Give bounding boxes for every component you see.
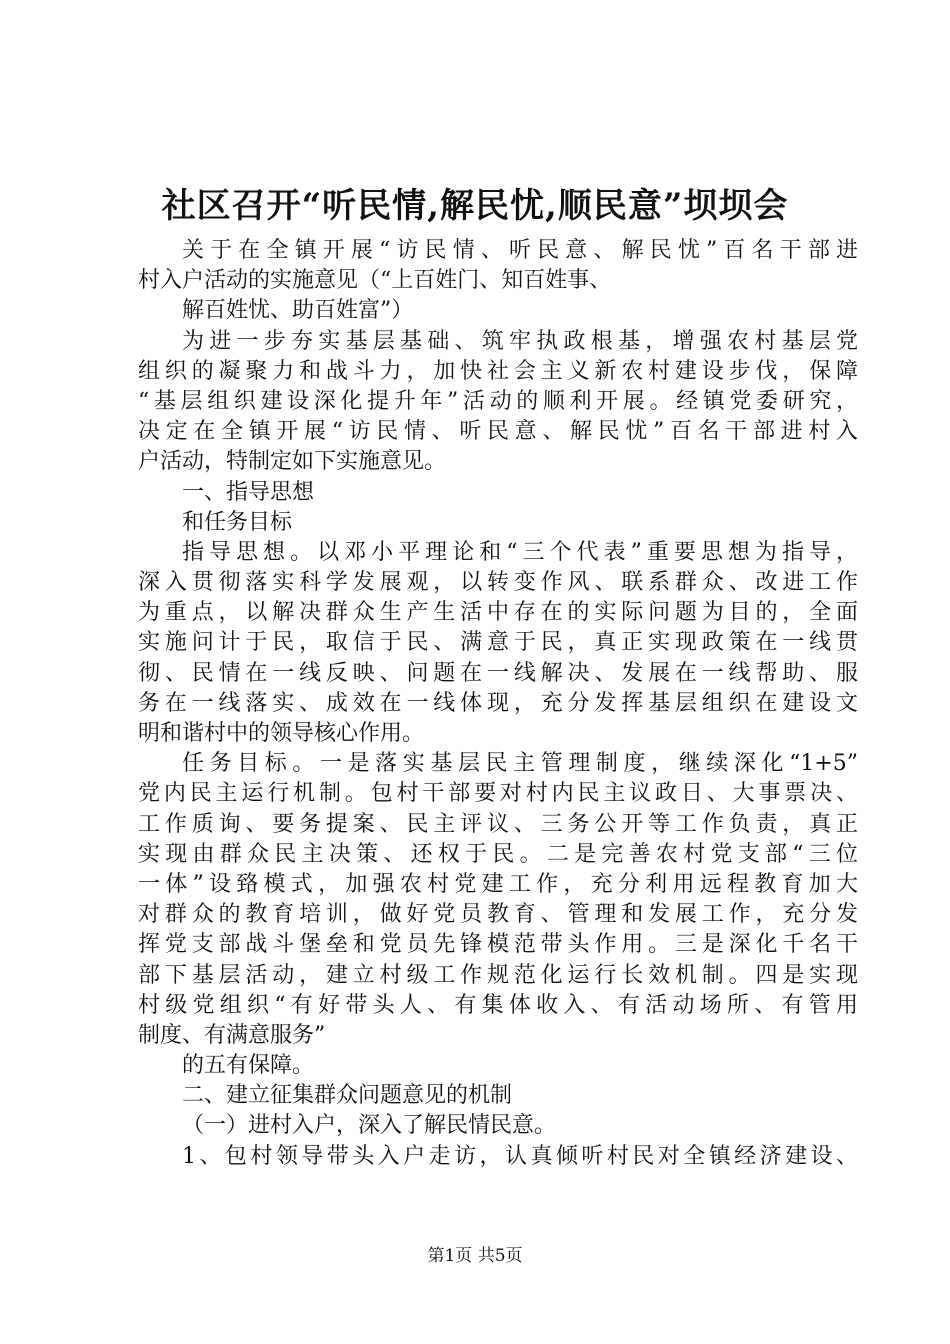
paragraph-line: 指导思想。以邓小平理论和“三个代表”重要思想为指导，: [182, 539, 858, 565]
paragraph-line: 村入户活动的实施意见（“上百姓门、知百姓事、: [138, 268, 612, 294]
page-footer: 第1页 共5页: [427, 1246, 523, 1266]
paragraph-line: 制度、有满意服务”: [138, 1022, 326, 1048]
paragraph-line: 部下基层活动，建立村级工作规范化运行长效机制。四是实现: [138, 962, 858, 988]
paragraph-line: 对群众的教育培训，做好党员教育、管理和发展工作，充分发: [138, 902, 858, 928]
paragraph-line: 为重点，以解决群众生产生活中存在的实际问题为目的，全面: [138, 600, 858, 626]
paragraph-line: 深入贯彻落实科学发展观，以转变作风、联系群众、改进工作: [138, 570, 858, 596]
paragraph-line: 村级党组织“有好带头人、有集体收入、有活动场所、有管用: [138, 992, 858, 1018]
paragraph-line: 一体”设臵模式，加强农村党建工作，充分利用远程教育加大: [138, 871, 858, 897]
paragraph-line: 务在一线落实、成效在一线体现，充分发挥基层组织在建设文: [138, 690, 858, 716]
document-body: [138, 236, 858, 1172]
paragraph-line: 关于在全镇开展“访民情、听民意、解民忧”百名干部进: [182, 238, 858, 263]
paragraph-line: 户活动，特制定如下实施意见。: [138, 449, 447, 475]
paragraph-line: 彻、民情在一线反映、问题在一线解决、发展在一线帮助、服: [138, 660, 858, 686]
paragraph-line: 任务目标。一是落实基层民主管理制度，继续深化“1+5”: [182, 751, 858, 777]
paragraph-line: 实施问计于民，取信于民、满意于民，真正实现政策在一线贯: [138, 630, 858, 656]
paragraph-line: （一）进村入户，深入了解民情民意。: [182, 1113, 557, 1139]
paragraph-line: “基层组织建设深化提升年”活动的顺利开展。经镇党委研究，: [138, 388, 858, 414]
paragraph-line: 组织的凝聚力和战斗力，加快社会主义新农村建设步伐，保障: [138, 358, 858, 384]
paragraph-line: 和任务目标: [182, 509, 293, 535]
paragraph-line: 解百姓忧、助百姓富”）: [182, 298, 414, 324]
paragraph-line: 的五有保障。: [182, 1053, 315, 1079]
paragraph-line: 一、指导思想: [182, 479, 315, 505]
paragraph-line: 1、包村领导带头入户走访，认真倾听村民对全镇经济建设、: [182, 1143, 858, 1169]
paragraph-line: 为进一步夯实基层基础、筑牢执政根基，增强农村基层党: [182, 328, 858, 354]
paragraph-line: 二、建立征集群众问题意见的机制: [182, 1083, 513, 1109]
paragraph-line: 挥党支部战斗堡垒和党员先锋模范带头作用。三是深化千名干: [138, 932, 858, 958]
paragraph-line: 实现由群众民主决策、还权于民。二是完善农村党支部“三位: [138, 841, 858, 867]
paragraph-line: 工作质询、要务提案、民主评议、三务公开等工作负责，真正: [138, 811, 858, 837]
paragraph-line: 决定在全镇开展“访民情、听民意、解民忧”百名干部进村入: [138, 419, 858, 445]
document-title: 社区召开“听民情,解民忧,顺民意”坝坝会: [161, 186, 789, 226]
paragraph-line: 党内民主运行机制。包村干部要对村内民主议政日、大事票决、: [138, 781, 858, 807]
paragraph-line: 明和谐村中的领导核心作用。: [138, 721, 425, 746]
